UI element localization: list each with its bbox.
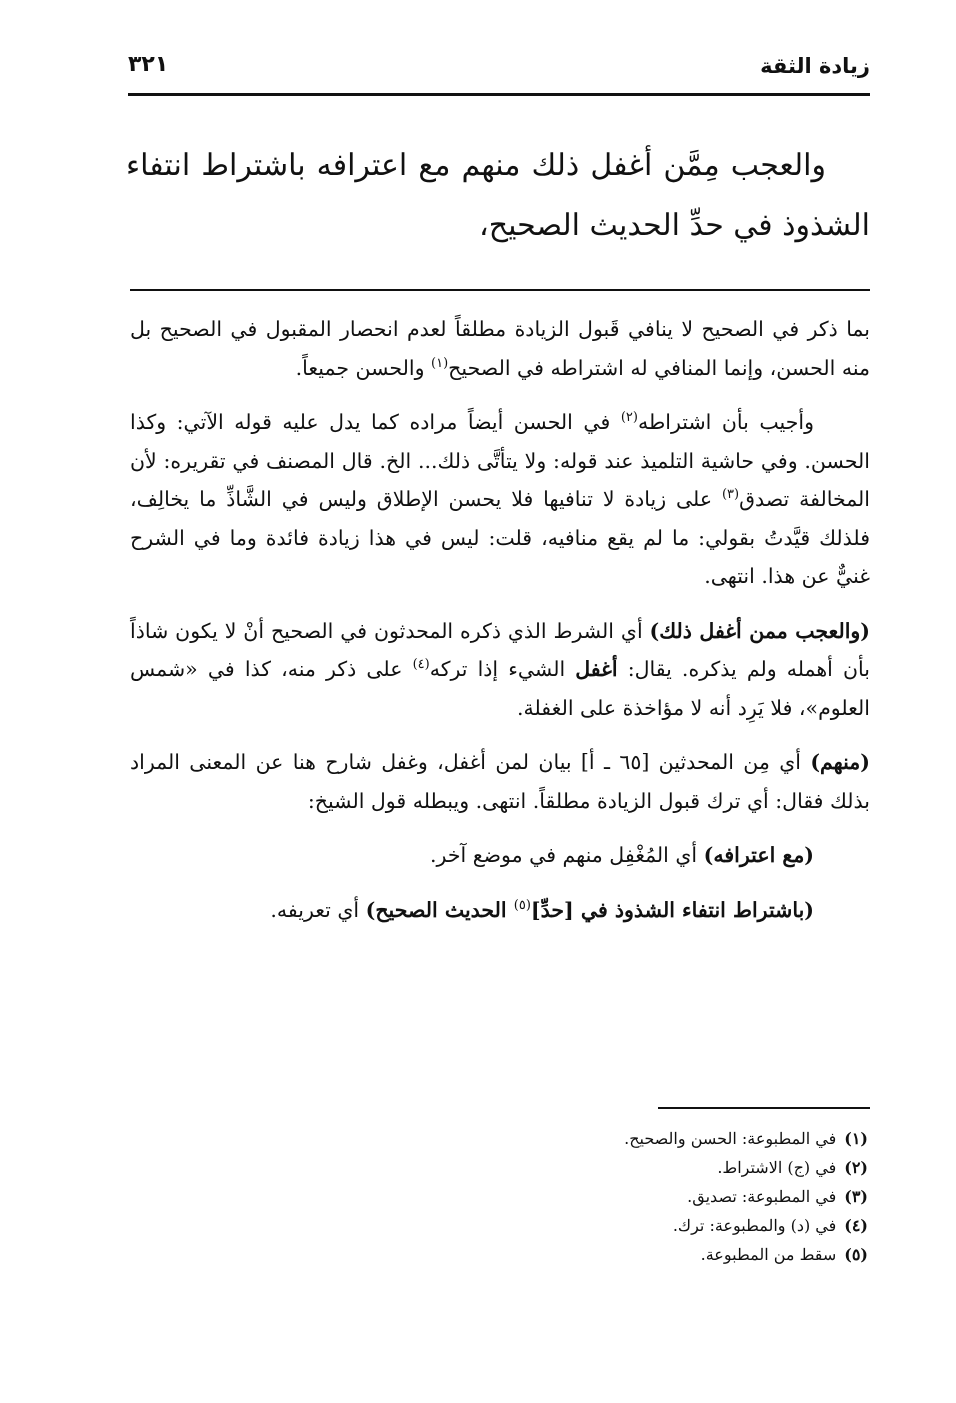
footnote-item: (٤)في (د) والمطبوعة: ترك.	[672, 1216, 868, 1235]
footnote-ref-5: (٥)	[513, 897, 531, 913]
footnote-item: (١)في المطبوعة: الحسن والصحيح.	[624, 1129, 868, 1148]
running-title: زيادة الثقة	[760, 54, 870, 78]
page-header	[128, 50, 870, 94]
footnotes	[130, 1124, 868, 1269]
commentary-paragraph-6: (باشتراط انتفاء الشذوذ في [حدِّ]$^{(٥)}$ الحديث الصحيح) أي تعريفه.	[270, 897, 814, 922]
footnote-item: (٣)في المطبوعة: تصديق.	[687, 1187, 868, 1206]
commentary-paragraph-1: بما ذكر في الصحيح لا ينافي قَبول الزيادة مطلقاً لعدم انحصار المقبول في الصحيح بل منه الحسن، وإنما المنافي له اشتراطه في الصحيح$^{(١)}$ والحسن جميعاً.	[130, 317, 870, 380]
page-number: ٣٢١	[128, 52, 169, 77]
commentary-paragraph-4: (منهم) أي مِن المحدثين [٦٥ ـ أ] بيان لمن أغفل، وغفل شارح هنا عن المعنى المراد بذلك فقال: أي ترك قبول الزيادة مطلقاً. انتهى. ويبطله قول الشيخ:	[130, 750, 870, 813]
commentary-paragraph-3: (والعجب ممن أغفل ذلك) أي الشرط الذي ذكره المحدثون في الصحيح أنْ لا يكون شاذاً بأن أهمله ولم يذكره. يقال: أغفل الشيء إذا تركه$^{(٤)}$ على ذكر منه، كذا في «شمس العلوم»، فلا يَرِد أنه لا مؤاخذة على الغفلة.	[130, 618, 870, 720]
commentary	[130, 310, 870, 945]
footnote-ref-2: (٢)	[620, 410, 638, 426]
commentary-paragraph-2: وأجيب بأن اشتراطه$^{(٢)}$ في الحسن أيضاً مراده كما يدل عليه قوله الآتي: وكذا الحسن. وفي حاشية التلميذ عند قوله: ولا يتأتَّى ذلك... الخ. قال المصنف في تقريره: لأن المخالفة تصدق$^{(٣)}$ على زيادة لا تنافيها فلا يحسن الإطلاق وليس في الشَّاذِّ ما يخالِف، فلذلك قيَّدتُ بقولي: ما لم يقع منافيه، قلت: ليس في هذا زيادة فائدة وما في الشرح غنيٌّ عن هذا. انتهى.	[130, 410, 870, 588]
lemma: (باشتراط انتفاء الشذوذ في [حدِّ]	[530, 897, 814, 922]
footnote-item: (٥)سقط من المطبوعة.	[700, 1245, 868, 1264]
main-text	[126, 136, 870, 256]
lemma: (منهم)	[810, 750, 870, 774]
main-text-divider	[130, 289, 870, 291]
footnote-ref-1: (١)	[431, 355, 449, 371]
header-rule	[128, 93, 870, 96]
main-text-paragraph: والعجب مِمَّن أغفل ذلك منهم مع اعترافه باشتراط انتفاء الشذوذ في حدِّ الحديث الصحيح،	[126, 148, 870, 243]
lemma: (مع اعترافه)	[703, 843, 814, 867]
footnote-divider	[658, 1107, 870, 1109]
lemma: (والعجب ممن أغفل ذلك)	[649, 618, 870, 643]
footnote-ref-3: (٣)	[721, 487, 740, 503]
footnote-ref-4: (٤)	[412, 657, 430, 673]
footnote-item: (٢)في (ج) الاشتراط.	[717, 1158, 868, 1177]
commentary-paragraph-5: (مع اعترافه) أي المُغْفِل منهم في موضع آخر.	[430, 843, 814, 867]
